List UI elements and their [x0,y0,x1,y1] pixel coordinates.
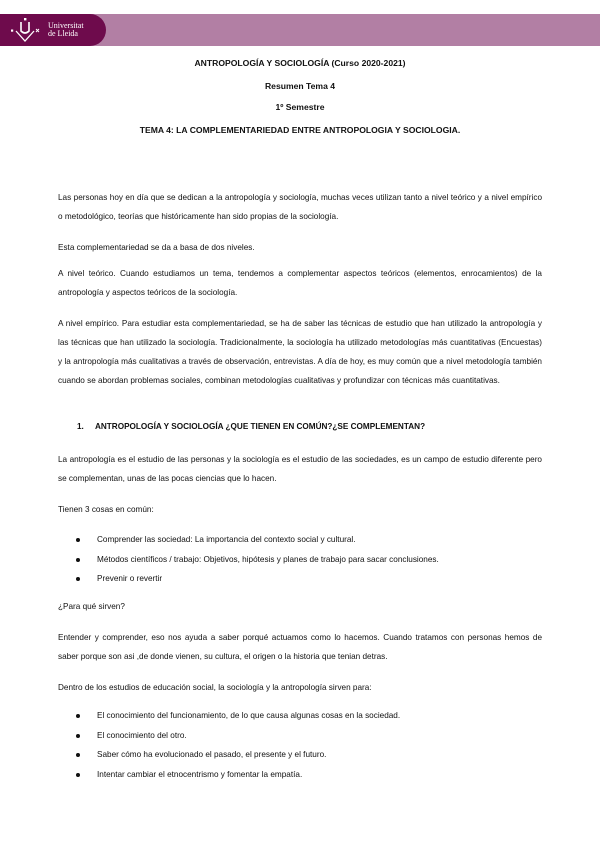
section-heading-text: ANTROPOLOGÍA Y SOCIOLOGÍA ¿QUE TIENEN EN COMÚN?¿SE COMPLEMENTAN? [94,422,426,431]
paragraph-empirical: A nivel empírico. Para estudiar esta complementariedad, se ha de saber las técnicas de estudio que han utilizado la antropología y las técnicas que han utilizado la sociología. Tradicionalmente, la sociología ha utilizado metodologías más cuantitativas (Encuestas) y la antropología más cualitativas a través de observación, entrevistas. A día de hoy, es muy común que a nivel metodología también cuando se abordan problemas sociales, combinan metodologías cualitativas y profundizar con técnicas más cuantitativas. [58,319,542,385]
list-item [72,745,542,765]
list-item [72,530,542,550]
semester-label: 1º Semestre [275,102,325,112]
paragraph-intro: Las personas hoy en día que se dedican a la antropología y sociología, muchas veces utilizan tanto a nivel teórico y a nivel empírico o metodológico, teorías que históricamente han sido propias de la sociología. [58,193,542,221]
bullet-icon [76,538,80,542]
list-item-text: Comprender las sociedad: La importancia del contexto social y cultural. [97,535,356,544]
logo-text-line2: de Lleida [48,29,78,38]
university-crest-icon [8,17,42,43]
list-item-text: Saber cómo ha evolucionado el pasado, el presente y el futuro. [97,750,327,759]
bullet-icon [76,714,80,718]
logo-text-line1: Universitat [48,21,84,30]
list-item-text: Métodos científicos / trabajo: Objetivos, hipótesis y planes de trabajo para sacar conclusiones. [97,554,439,564]
paragraph-definition: La antropología es el estudio de las personas y la sociología es el estudio de las sociedades, es un campo de estudio diferente pero se complementan, unas de las pocas ciencias que lo hacen. [58,455,542,483]
bullet-icon [76,577,80,581]
education-label: Dentro de los estudios de educación social, la sociología y la antropología sirven para: [58,683,372,692]
topic-title: TEMA 4: LA COMPLEMENTARIEDAD ENTRE ANTROPOLOGIA Y SOCIOLOGIA. [139,125,461,135]
purpose-answer: Entender y comprender, eso nos ayuda a saber porqué actuamos como lo hacemos. Cuando tratamos con personas hemos de saber porque son asi ,de donde vienen, su cultura, el origen o la historia que tenian detras. [58,633,542,661]
list-item [72,550,542,570]
common-items-list [72,530,542,589]
education-items-list [72,706,542,784]
paragraph-levels: Esta complementariedad se da a basa de dos niveles. [58,243,255,252]
list-item-text: El conocimiento del otro. [97,730,187,740]
list-item [72,765,542,785]
list-item-text: El conocimiento del funcionamiento, de lo que causa algunas cosas en la sociedad. [97,711,401,720]
list-item-text: Intentar cambiar el etnocentrismo y fomentar la empatía. [97,769,303,779]
list-item [72,706,542,726]
section-number: 1. [77,422,84,431]
common-label: Tienen 3 cosas en común: [58,505,154,514]
section-1-heading [77,422,425,431]
university-name [48,22,84,38]
course-title: ANTROPOLOGÍA Y SOCIOLOGÍA (Curso 2020-2021) [194,58,406,68]
paragraph-theoretical: A nivel teórico. Cuando estudiamos un tema, tendemos a complementar aspectos teóricos (elementos, enrocamientos) de la antropología y aspectos teóricos de la sociología. [58,269,542,297]
bullet-icon [76,558,80,562]
list-item-text: Prevenir o revertir [97,574,163,583]
summary-subtitle: Resumen Tema 4 [264,81,336,91]
bullet-icon [76,734,80,738]
purpose-question: ¿Para qué sirven? [58,602,125,611]
bullet-icon [76,753,80,757]
bullet-icon [76,773,80,777]
list-item [72,569,542,589]
list-item [72,726,542,746]
university-logo [0,14,106,46]
